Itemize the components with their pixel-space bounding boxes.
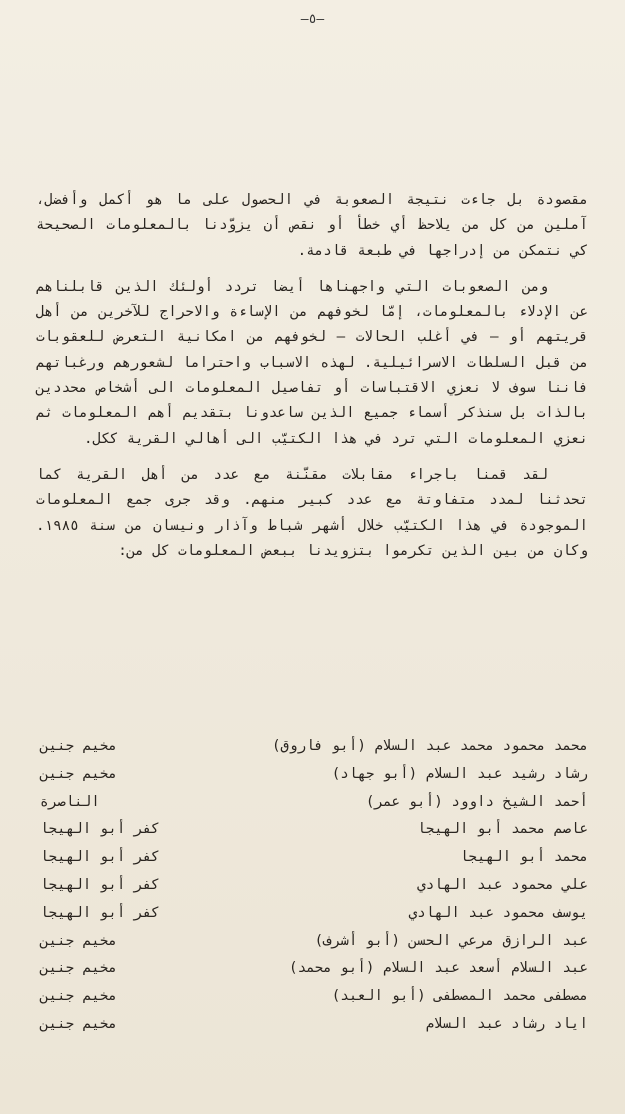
paragraph-2: ومن الصعوبات التي واجهناها أيضا تردد أولئك الذين قابلناهم عن الإدلاء بالمعلومات، إمّا لخوفهم من الإساءة والاحراج للآخرين من أهل قريتهم أو – في أغلب الحالات – لخوفهم من امكانية التعرض للعقوبات من قبل السلطات الاسرائيلية. لهذه الاسباب واحتراما لشعورهم ورغباتهم فاننا سوف لا نعزي الاقتباسات أو تفاصيل المعلومات الى أشخاص محددين بالذات بل سنذكر أسماء جميع الذين ساعدونا بتقديم أهم المعلومات ثم نعزي المعلومات التي ترد في هذا الكتيّب الى أهالي القرية ككل.	[36, 278, 588, 447]
contributor-place: كفر أبو الهيجا	[40, 904, 160, 921]
contributor-place: مخيم جنين	[40, 932, 117, 949]
contributor-place: كفر أبو الهيجا	[40, 849, 160, 866]
paragraph-1: مقصودة بل جاءت نتيجة الصعوبة في الحصول على ما هو أكمل وأفضل، آملين من كل من يلاحظ أي خطأ أو نقص أن يزوّدنا بالمعلومات الصحيحة كي نتمكن من إدراجها في طبعة قادمة.	[36, 192, 588, 259]
list-item	[36, 872, 588, 900]
list-item	[36, 983, 588, 1011]
contributor-place: مخيم جنين	[40, 765, 117, 782]
body-text	[36, 188, 588, 575]
list-item	[36, 733, 588, 761]
contributor-place: الناصرة	[40, 793, 100, 810]
contributor-name: عبد السلام أسعد عبد السلام (أبو محمد)	[289, 960, 588, 977]
list-item	[36, 1011, 588, 1039]
list-item	[36, 955, 588, 983]
page-number: –٥–	[300, 12, 325, 27]
contributor-name: مصطفى محمد المصطفى (أبو العبد)	[331, 988, 588, 1005]
contributor-name: رشاد رشيد عبد السلام (أبو جهاد)	[331, 765, 588, 782]
contributor-place: مخيم جنين	[40, 1015, 117, 1032]
list-item	[36, 928, 588, 956]
contributor-name: علي محمود عبد الهادي	[417, 876, 588, 893]
contributor-name: محمد محمود محمد عبد السلام (أبو فاروق)	[271, 738, 588, 754]
contributor-place: كفر أبو الهيجا	[40, 876, 160, 893]
contributor-place: مخيم جنين	[40, 988, 117, 1005]
contributor-name: عبد الرازق مرعي الحسن (أبو أشرف)	[314, 932, 588, 949]
list-item	[36, 761, 588, 789]
contributors-list	[36, 733, 588, 1039]
contributor-name: اياد رشاد عبد السلام	[425, 1015, 588, 1032]
contributor-name: أحمد الشيخ داوود (أبو عمر)	[365, 793, 588, 810]
list-item	[36, 844, 588, 872]
list-item	[36, 816, 588, 844]
contributor-place: مخيم جنين	[40, 738, 117, 754]
contributor-name: محمد أبو الهيجا	[459, 849, 588, 866]
contributor-name: يوسف محمود عبد الهادي	[408, 904, 588, 921]
list-item	[36, 789, 588, 817]
list-item	[36, 900, 588, 928]
contributor-place: كفر أبو الهيجا	[40, 821, 160, 838]
paragraph-3: لقد قمنا باجراء مقابلات مقنّنة مع عدد من أهل القرية كما تحدثنا لمدد متفاوتة مع عدد كبير منهم. وقد جرى جمع المعلومات الموجودة في هذا الكتيّب خلال أشهر شباط وآذار ونيسان من سنة ١٩٨٥. وكان من بين الذين تكرموا بتزويدنا ببعض المعلومات كل من:	[36, 466, 588, 559]
contributor-place: مخيم جنين	[40, 960, 117, 977]
contributor-name: عاصم محمد أبو الهيجا	[417, 821, 588, 838]
